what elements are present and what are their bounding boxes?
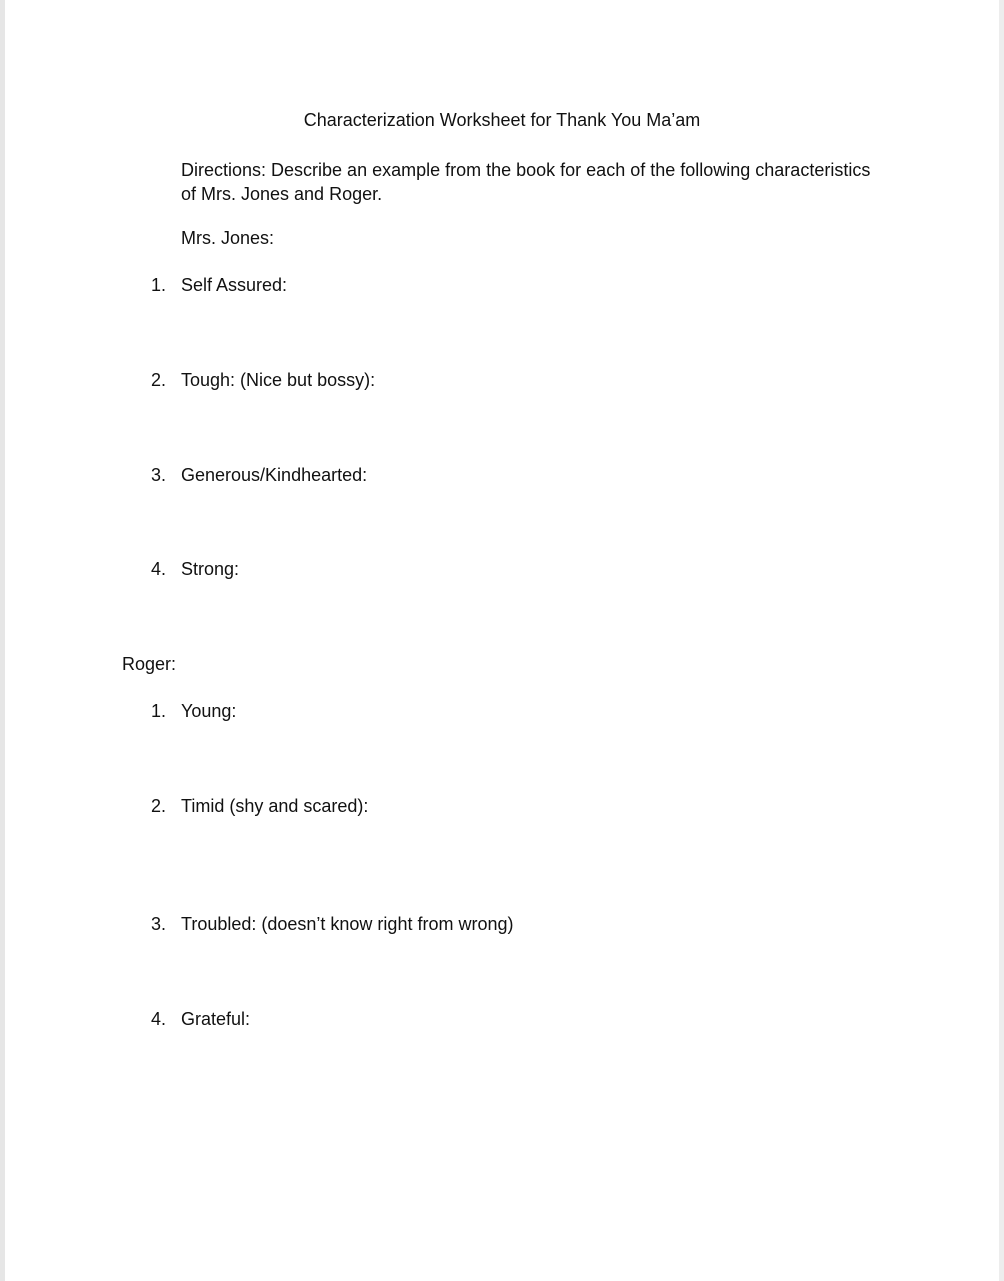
item-number: 4. [151,1009,167,1029]
directions-text: Directions: Describe an example from the book for each of the following characteristics of Mrs. Jones and Roger. [181,160,871,204]
roger-item [151,797,368,815]
item-label: Young: [181,701,237,721]
item-label: Generous/Kindhearted: [181,465,368,485]
item-number: 2. [151,796,167,816]
item-label: Strong: [181,559,240,579]
roger-item [151,915,513,933]
item-number: 4. [151,559,167,579]
mrs-jones-item [151,560,239,578]
mrs-jones-item [151,371,375,389]
item-number: 2. [151,370,167,390]
item-label: Self Assured: [181,275,288,295]
item-number: 1. [151,275,167,295]
mrs-jones-item [151,276,287,294]
worksheet-title: Characterization Worksheet for Thank You Ma’am [303,110,701,130]
item-label: Tough: (Nice but bossy): [181,370,376,390]
item-number: 1. [151,701,167,721]
roger-item [151,702,236,720]
item-number: 3. [151,914,167,934]
mrs-jones-item [151,466,367,484]
item-label: Troubled: (doesn’t know right from wrong) [181,914,514,934]
roger-heading: Roger: [122,654,177,674]
page-left-edge [0,0,5,1281]
page-right-edge [999,0,1004,1281]
item-label: Timid (shy and scared): [181,796,369,816]
mrs-jones-heading: Mrs. Jones: [181,228,275,248]
roger-item [151,1010,250,1028]
item-label: Grateful: [181,1009,251,1029]
item-number: 3. [151,465,167,485]
